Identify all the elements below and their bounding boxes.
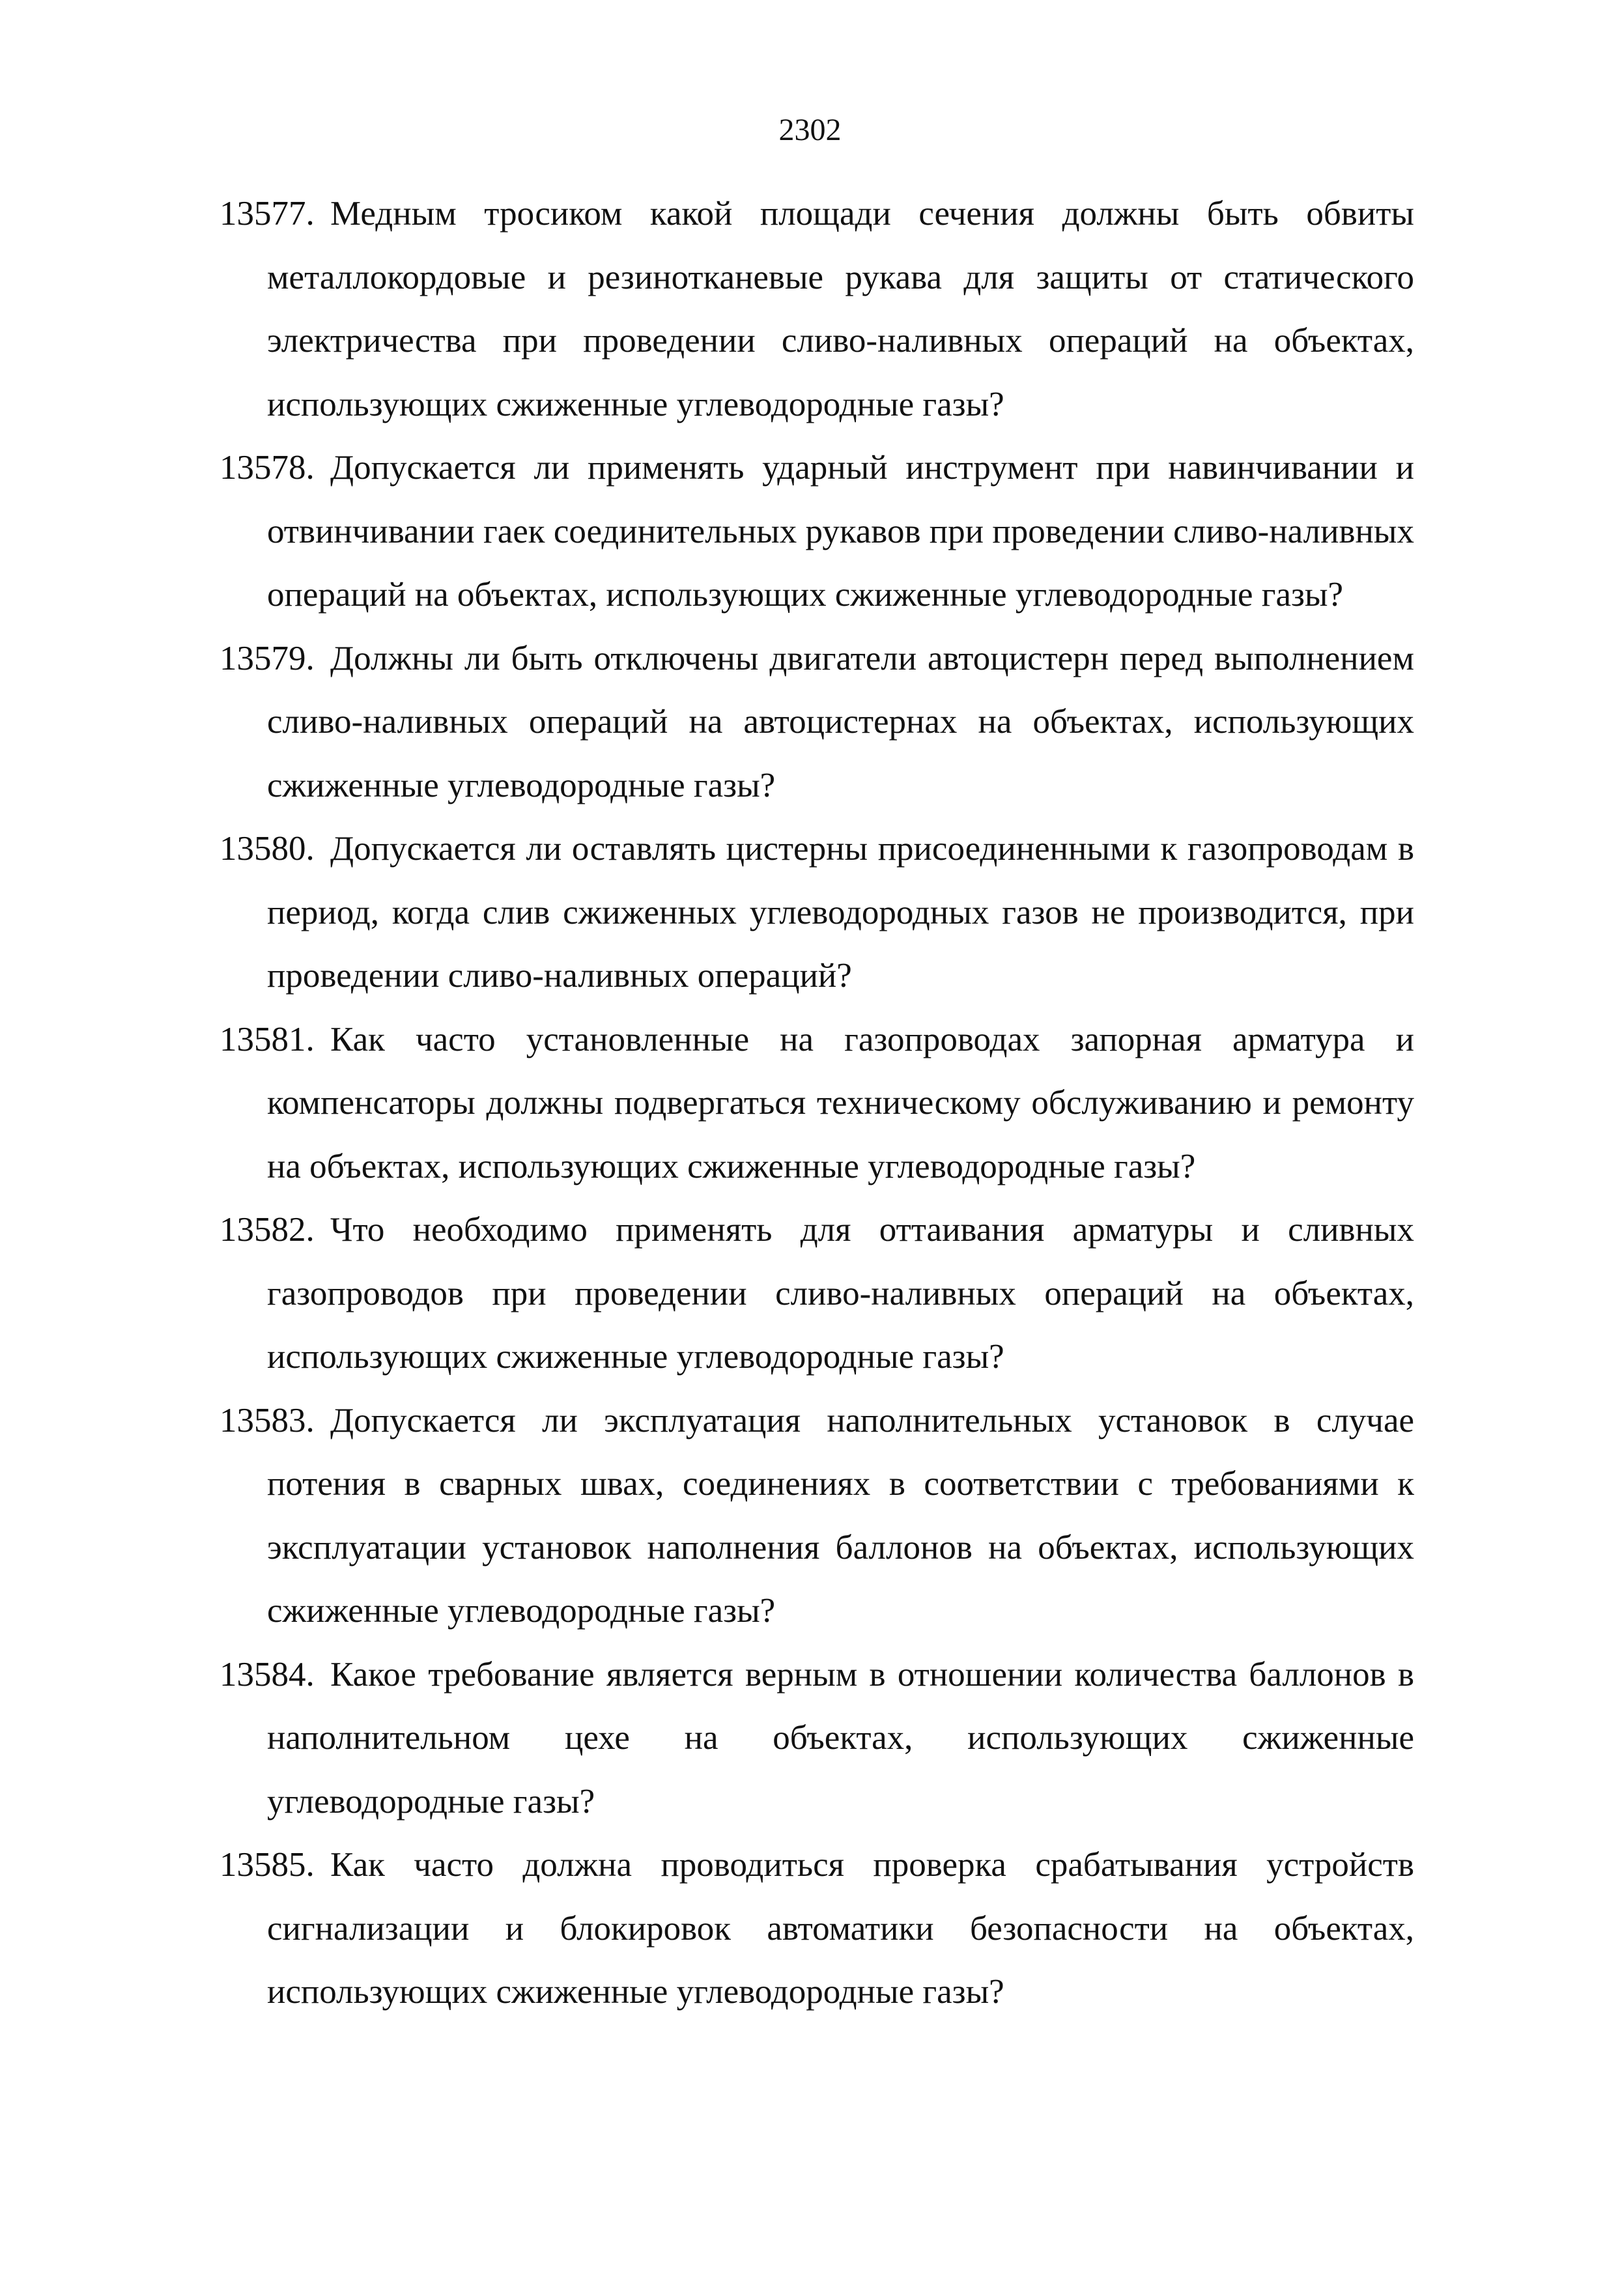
question-number: 13578. xyxy=(220,449,315,487)
question-list xyxy=(220,182,1414,2024)
question-text: Какое требование является верным в отношении количества баллонов в наполнительном цехе на объектах, использующих сжиженные углеводородные газы? xyxy=(267,1655,1414,1821)
question-number: 13580. xyxy=(220,830,315,868)
page-number: 2302 xyxy=(778,113,842,147)
question-number: 13579. xyxy=(220,639,315,677)
question-item xyxy=(220,817,1414,1008)
question-text: Допускается ли эксплуатация наполнительных установок в случае потения в сварных швах, соединениях в соответствии с требованиями к эксплуатации установок наполнения баллонов на объектах, использующих сжиженные углеводородные газы? xyxy=(267,1401,1414,1630)
question-text: Что необходимо применять для оттаивания арматуры и сливных газопроводов при проведении сливо-наливных операций на объектах, использующих сжиженные углеводородные газы? xyxy=(267,1211,1414,1376)
question-item xyxy=(220,182,1414,436)
question-item xyxy=(220,1643,1414,1834)
question-item xyxy=(220,1389,1414,1643)
question-text: Допускается ли оставлять цистерны присоединенными к газопроводам в период, когда слив сжиженных углеводородных газов не производится, при проведении сливо-наливных операций? xyxy=(267,830,1414,995)
question-text: Медным тросиком какой площади сечения должны быть обвиты металлокордовые и резинотканевые рукава для защиты от статического электричества при проведении сливо-наливных операций на объектах, использующих сжиженные углеводородные газы? xyxy=(267,195,1414,423)
question-item xyxy=(220,436,1414,627)
question-text: Допускается ли применять ударный инструмент при навинчивании и отвинчивании гаек соединительных рукавов при проведении сливо-наливных операций на объектах, использующих сжиженные углеводородные газы? xyxy=(267,449,1414,614)
question-number: 13583. xyxy=(220,1401,315,1439)
question-number: 13585. xyxy=(220,1846,315,1884)
question-text: Должны ли быть отключены двигатели автоцистерн перед выполнением сливо-наливных операций на автоцистернах на объектах, использующих сжиженные углеводородные газы? xyxy=(267,639,1414,804)
question-text: Как часто установленные на газопроводах запорная арматура и компенсаторы должны подвергаться техническому обслуживанию и ремонту на объектах, использующих сжиженные углеводородные газы? xyxy=(267,1020,1414,1185)
question-item xyxy=(220,1008,1414,1199)
question-text: Как часто должна проводиться проверка срабатывания устройств сигнализации и блокировок автоматики безопасности на объектах, использующих сжиженные углеводородные газы? xyxy=(267,1846,1414,2011)
question-item xyxy=(220,627,1414,818)
question-number: 13577. xyxy=(220,195,315,233)
question-item xyxy=(220,1834,1414,2024)
question-number: 13581. xyxy=(220,1020,315,1058)
question-number: 13584. xyxy=(220,1655,315,1694)
question-item xyxy=(220,1198,1414,1389)
question-number: 13582. xyxy=(220,1211,315,1249)
